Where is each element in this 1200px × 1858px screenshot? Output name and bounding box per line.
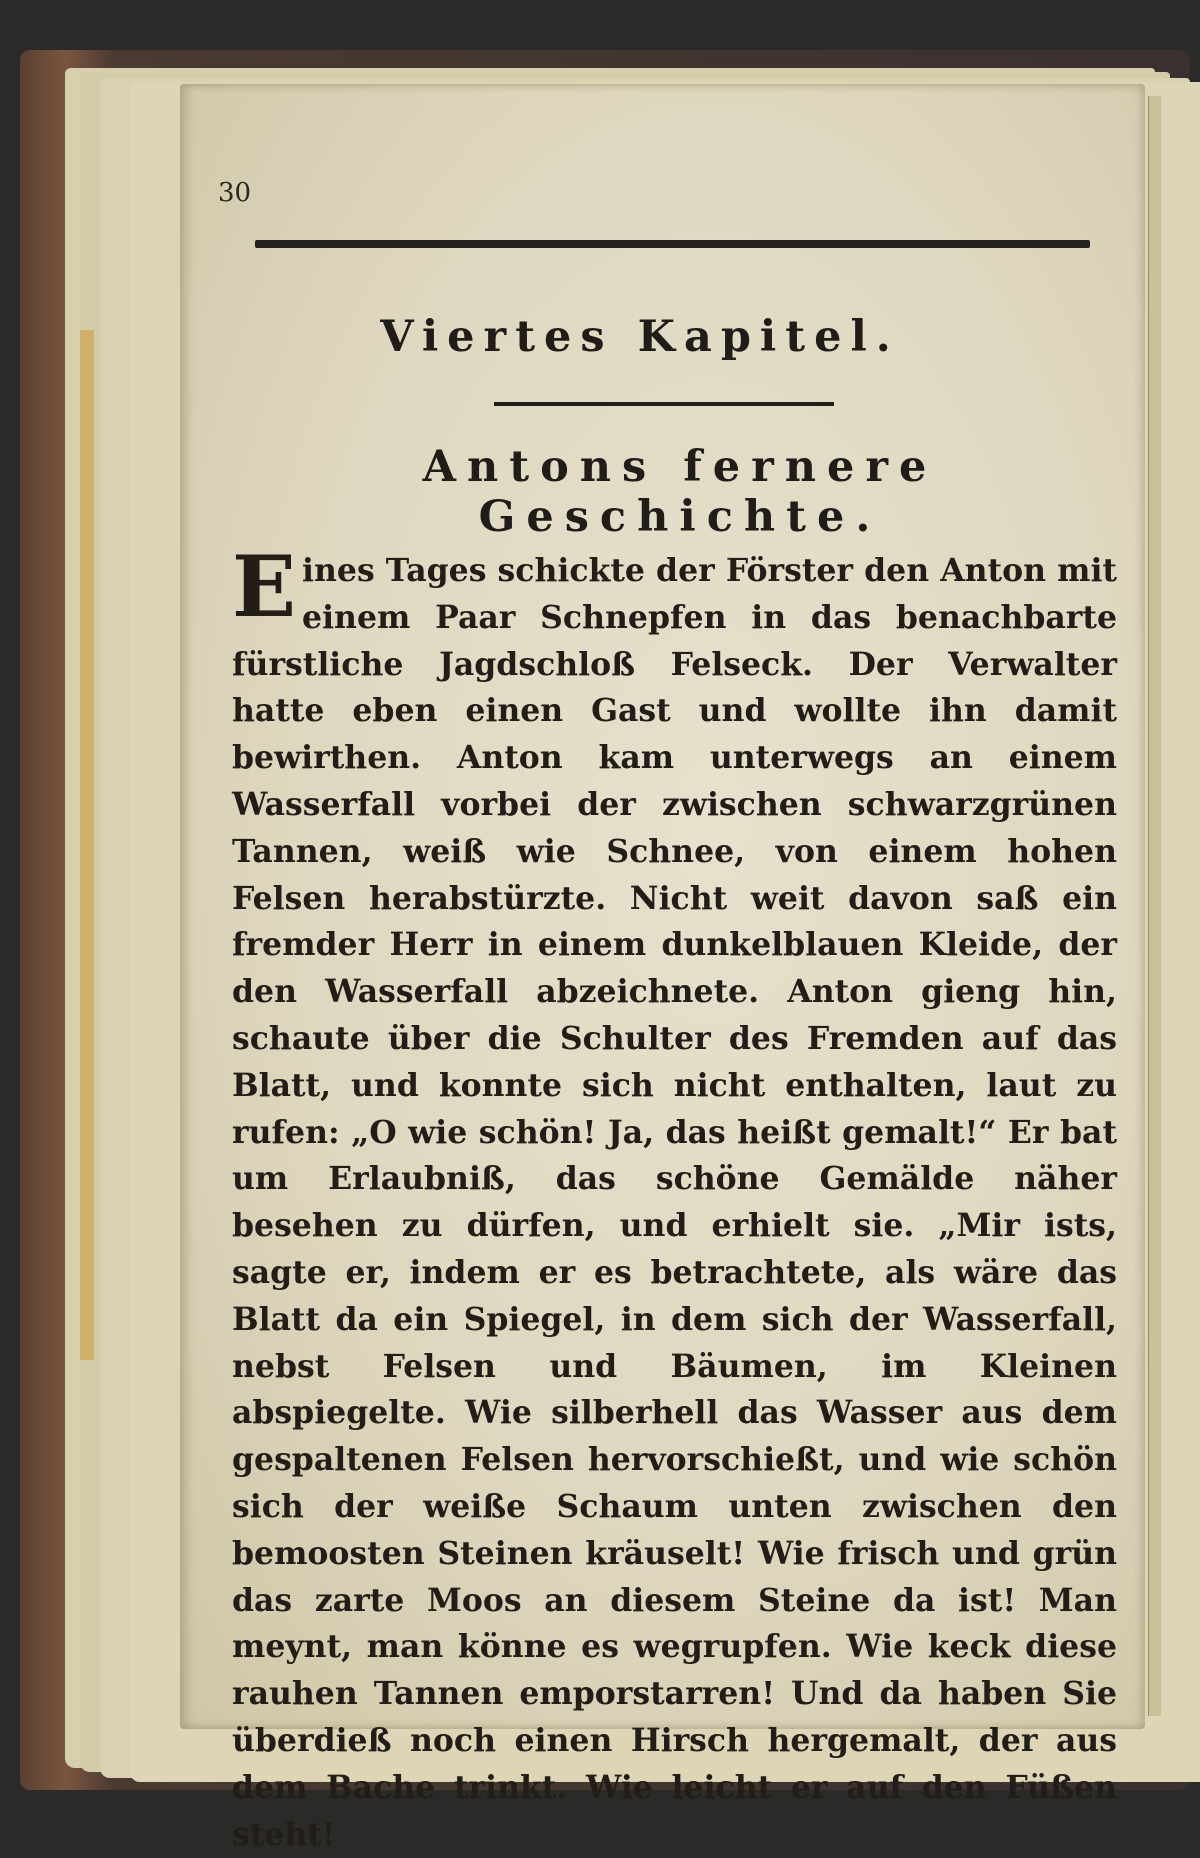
page-number: 30 <box>218 178 252 208</box>
body-paragraph <box>232 537 1117 1858</box>
header-rule <box>255 240 1090 248</box>
title-divider <box>494 402 834 406</box>
page-gutter <box>1148 96 1161 1716</box>
body-text: ines Tages schickte der Förster den Anton mit einem Paar Schnepfen in das benachbarte fürstliche Jagdschloß Felseck. Der Verwalter hatte eben einen Gast und wollte ihn damit bewirthen. Anton kam unterwegs an einem Wasserfall vorbei der zwischen schwarzgrünen Tannen, weiß wie Schnee, von einem hohen Felsen herabstürzte. Nicht weit davon saß ein fremder Herr in einem dunkelblauen Kleide, der den Wasserfall abzeichnete. Anton gieng hin, schaute über die Schulter des Fremden auf das Blatt, und konnte sich nicht enthalten, laut zu rufen: „O wie schön! Ja, das heißt gemalt!“ Er bat um Erlaubniß, das schöne Gemälde näher besehen zu dürfen, und erhielt sie. „Mir ists, sagte er, indem er es betrachtete, als wäre das Blatt da ein Spiegel, in dem sich der Wasserfall, nebst Felsen und Bäumen, im Kleinen abspiegelte. Wie silberhell das Wasser aus dem gespaltenen Felsen hervorschießt, und wie schön sich der weiße Schaum unten zwischen den bemoosten Steinen kräuselt! Wie frisch und grün das zarte Moos an diesem Steine da ist! Man meynt, man könne es wegrupfen. Wie keck diese rauhen Tannen emporstarren! Und da haben Sie überdieß noch einen Hirsch hergemalt, der aus dem Bache trinkt. Wie leicht er auf den Füßen steht! <box>232 552 1117 1853</box>
chapter-title: Viertes Kapitel. <box>380 312 900 362</box>
section-title: Antons fernere Geschichte. <box>422 442 938 542</box>
drop-cap: E <box>232 537 297 636</box>
bookmark-strip <box>80 330 94 1360</box>
